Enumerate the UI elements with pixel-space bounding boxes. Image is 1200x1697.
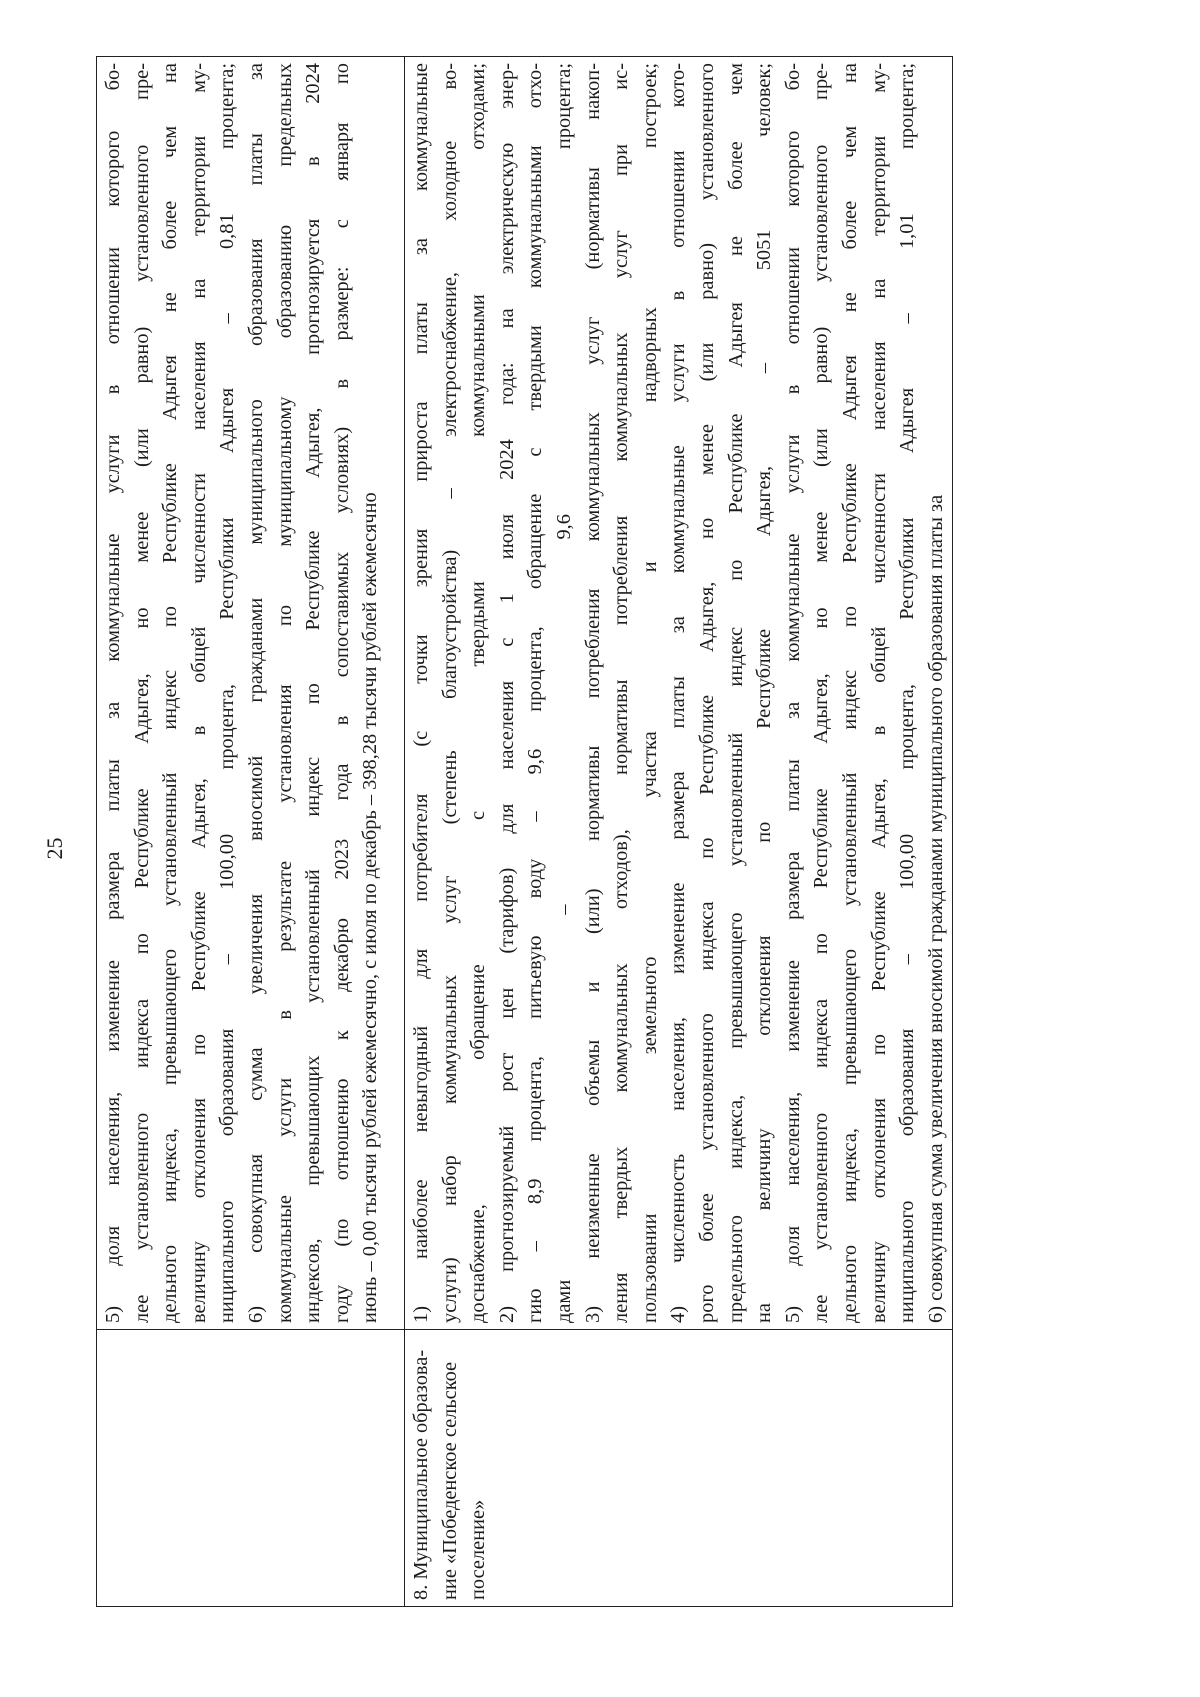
text-line: лее установленного индекса по Республике Адыгея, но менее (или равно) установленного пре- — [130, 63, 153, 1323]
text-line: 1) наиболее невыгодный для потребителя (с точки зрения прироста платы за коммунальные — [410, 63, 432, 1323]
text-line: 6) совокупная сумма увеличения вносимой гражданами муниципального образования платы за — [924, 494, 947, 1323]
description-cell — [405, 57, 953, 1330]
text-line: на величину отклонения по Республике Адыгея, – 5051 человек; — [753, 63, 776, 1323]
text-line: 5) доля населения, изменение размера платы за коммунальные услуги в отношении которого бо- — [781, 63, 804, 1323]
page-number: 25 — [42, 837, 67, 860]
text-line: ниципального образования – 100,00 процента, Республики Адыгея – 1,01 процента; — [896, 63, 919, 1323]
table-row — [405, 57, 953, 1607]
text-line: 5) доля населения, изменение размера платы за коммунальные услуги в отношении которого бо- — [102, 63, 124, 1323]
municipality-name-line: 8. Муниципальное образова- — [410, 1349, 432, 1600]
text-line: 4) численность населения, изменение размера платы за коммунальные услуги в отношении кото- — [667, 63, 690, 1323]
text-line: 3) неизменные объемы и (или) нормативы потребления коммунальных услуг (нормативы накоп- — [581, 63, 604, 1323]
text-line: доснабжение, обращение с твердыми коммунальными отходами; — [467, 63, 490, 1323]
text-line: величину отклонения по Республике Адыгея, в общей численности населения на территории му- — [187, 63, 210, 1323]
forecast-table — [96, 56, 953, 1607]
text-line: лее установленного индекса по Республике Адыгея, но менее (или равно) установленного пре- — [810, 63, 833, 1323]
description-cell — [97, 57, 405, 1330]
text-line: 6) совокупная сумма увеличения вносимой гражданами муниципального образования платы за — [244, 63, 267, 1323]
text-line: дельного индекса, превышающего установленный индекс по Республике Адыгея не более чем на — [159, 63, 182, 1323]
municipality-name-line: ние «Победенское сельское — [438, 1361, 461, 1600]
text-line: индексов, превышающих установленный индекс по Республике Адыгея, прогнозируется в 2024 — [302, 63, 325, 1323]
text-line: коммунальные услуги в результате установления по муниципальному образованию предельных — [273, 63, 296, 1323]
text-line: предельного индекса, превышающего установленный индекс по Республике Адыгея не более чем — [724, 63, 747, 1323]
text-line: году (по отношению к декабрю 2023 года в сопоставимых условиях) в размере: с января по — [330, 63, 353, 1323]
text-line: величину отклонения по Республике Адыгея, в общей численности населения на территории му- — [867, 63, 890, 1323]
text-line: ниципального образования – 100,00 процента, Республики Адыгея – 0,81 процента; — [216, 63, 239, 1323]
text-line: гию – 8,9 процента, питьевую воду – 9,6 процента, обращение с твердыми коммунальными отхо- — [524, 63, 547, 1323]
municipality-cell — [97, 1330, 405, 1607]
text-line: услуги) набор коммунальных услуг (степень благоустройства) – электроснабжение, холодное во- — [438, 63, 461, 1323]
text-line: рого более установленного индекса по Республике Адыгея, но менее (или равно) установленного — [695, 63, 718, 1323]
text-line: ления твердых коммунальных отходов), нормативы потребления коммунальных услуг при ис- — [610, 63, 633, 1323]
text-line: дами – 9,6 процента; — [552, 63, 575, 1323]
municipality-cell — [405, 1330, 953, 1607]
municipality-name-line: поселение» — [467, 1499, 490, 1600]
text-line: дельного индекса, превышающего установленный индекс по Республике Адыгея не более чем на — [838, 63, 861, 1323]
text-line: 2) прогнозируемый рост цен (тарифов) для населения с 1 июля 2024 года: на электрическую энер- — [495, 63, 518, 1323]
table-row — [97, 57, 405, 1607]
text-line: пользовании земельного участка и надворных построек; — [638, 63, 661, 1323]
text-line: июнь – 0,00 тысячи рублей ежемесячно, с июля по декабрь – 398,28 тысячи рублей ежемесячно — [359, 492, 382, 1323]
